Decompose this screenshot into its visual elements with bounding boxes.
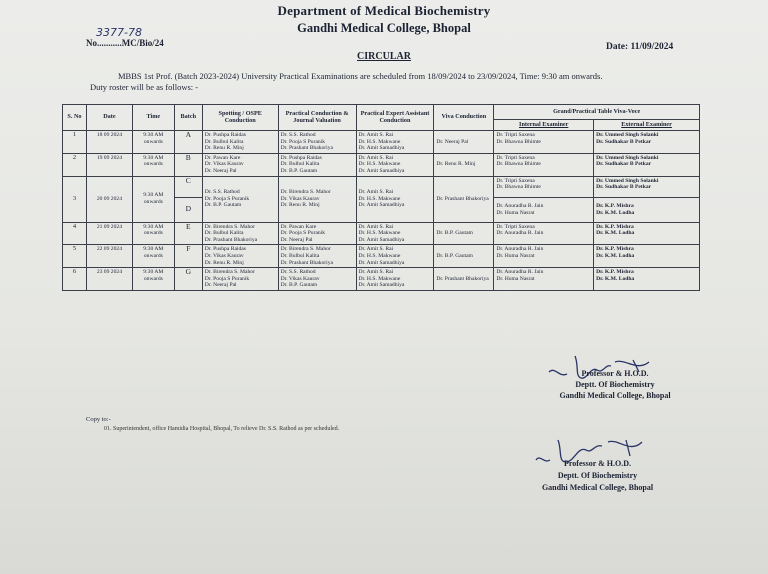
- cell-internal: [494, 131, 594, 154]
- cell-time: 9:30 AM onwards: [132, 131, 174, 154]
- examiner-name: Dr. Tripti Saxena: [496, 154, 535, 161]
- examiner-name: Dr. Vikas Kaurav: [280, 195, 320, 202]
- examiner-name: Dr. Renu R. Minj: [204, 259, 244, 266]
- cell-spotting: [202, 153, 278, 176]
- signature2-title: Professor & H.O.D.: [563, 459, 632, 468]
- cell-external: [594, 176, 700, 197]
- examiner-name: Dr. Pushpa Raidas: [204, 246, 246, 253]
- copy-to-item-1: 01. Superintendent, office Hamidia Hospital, Bhopal, To relieve Dr. S.S. Rathod as per scheduled.: [104, 426, 340, 432]
- examiner-name: Dr. Birendra S. Mahor: [280, 246, 331, 253]
- signature-block-2: [520, 458, 675, 494]
- examiner-name: Dr. Renu R. Minj: [204, 145, 244, 152]
- cell-batch: E: [174, 222, 202, 245]
- header-batch: Batch: [174, 105, 202, 131]
- cell-time: 9:30 AM onwards: [132, 153, 174, 176]
- cell-internal: [494, 176, 594, 197]
- examiner-name: Dr. Huma Nasrat: [496, 252, 535, 259]
- examiner-name: Dr. Neeraj Pal: [204, 282, 237, 289]
- table-row: [63, 131, 700, 154]
- examiner-name: Dr. Pushpa Raidas: [280, 154, 322, 161]
- examiner-name: Dr. Vikas Kaurav: [204, 252, 244, 259]
- cell-time: 9:30 AM onwards: [132, 222, 174, 245]
- examiner-name: Dr. Sudhakar B Petkar: [596, 138, 652, 145]
- examiner-name: Dr. K.P. Mishra: [596, 223, 634, 230]
- cell-internal: [494, 268, 594, 291]
- cell-viva: Dr. Renu R. Minj: [434, 153, 494, 176]
- cell-date: 21 09 2024: [86, 222, 132, 245]
- cell-viva: Dr. Neeraj Pal: [434, 131, 494, 154]
- table-row: [63, 268, 700, 291]
- examiner-name: Dr. Amit Samadhiya: [358, 145, 405, 152]
- examiner-name: Dr. Bhawna Bhimte: [496, 161, 541, 168]
- examiner-name: Dr. Bhawna Bhimte: [496, 184, 541, 191]
- examiner-name: Dr. Amit S. Rai: [358, 223, 394, 230]
- cell-external: [594, 197, 700, 222]
- cell-internal: [494, 197, 594, 222]
- examiner-name: Dr. Amit S. Rai: [358, 269, 394, 276]
- examiner-name: Dr. S.S. Rathod: [280, 132, 316, 138]
- examiner-name: Dr. Sudhakar B Petkar: [596, 161, 652, 168]
- table-row: [63, 153, 700, 176]
- examiner-name: Dr. Pooja S Puranik: [204, 275, 250, 282]
- cell-batch: F: [174, 245, 202, 268]
- examiner-name: Dr. Bulbul Kalita: [280, 161, 320, 168]
- cell-viva: Dr. Prashant Bhakoriya: [434, 176, 494, 222]
- examiner-name: Dr. Pushpa Raidas: [204, 132, 246, 138]
- cell-viva: Dr. Prashant Bhakoriya: [434, 268, 494, 291]
- table-row: [63, 176, 700, 197]
- cell-viva: Dr. B.P. Gautam: [434, 222, 494, 245]
- examiner-name: Dr. Pawan Kare: [204, 154, 241, 161]
- cell-internal: [494, 245, 594, 268]
- examiner-name: Dr. Neeraj Pal: [280, 236, 313, 243]
- examiner-name: Dr. K.P. Mishra: [596, 202, 634, 209]
- examiner-name: Dr. S.S. Rathod: [204, 189, 240, 196]
- examiner-name: Dr. Tripti Saxena: [496, 223, 535, 230]
- examiner-name: Dr. Prashant Bhakoriya: [280, 259, 333, 266]
- intro-text-line2: Duty roster will be as follows: -: [90, 82, 199, 92]
- cell-spotting: [202, 176, 278, 222]
- examiner-name: Dr. Bhawna Bhimte: [496, 138, 541, 145]
- examiner-name: Dr. Amit S. Rai: [358, 189, 394, 196]
- signature-block-1: [540, 368, 690, 401]
- examiner-name: Dr. B.P. Gautam: [280, 167, 318, 174]
- examiner-name: Dr. Ummed Singh Solanki: [596, 132, 659, 138]
- cell-date: 19 09 2024: [86, 153, 132, 176]
- examiner-name: Dr. Amit S. Rai: [358, 154, 394, 161]
- examiner-name: Dr. K.M. Lodha: [596, 252, 635, 259]
- signature1-dept: Deptt. Of Biochemistry: [575, 380, 655, 389]
- cell-external: [594, 131, 700, 154]
- cell-practical: [278, 153, 356, 176]
- department-heading: Department of Medical Biochemistry: [277, 3, 491, 18]
- examiner-name: Dr. B.P. Gautam: [280, 282, 318, 289]
- examiner-name: Dr. Bulbul Kalita: [204, 230, 244, 237]
- examiner-name: Dr. Prashant Bhakoriya: [280, 145, 333, 152]
- cell-expert: [356, 176, 434, 222]
- examiner-name: Dr. K.M. Lodha: [596, 230, 635, 237]
- examiner-name: Dr. Amit Samadhiya: [358, 167, 405, 174]
- examiner-name: Dr. Birendra S. Mahor: [204, 269, 255, 276]
- examiner-name: Dr. Pooja S Puranik: [204, 195, 250, 202]
- cell-spotting: [202, 131, 278, 154]
- header-grand-viva: Grand/Practical Table Viva-Voce: [494, 105, 700, 120]
- examiner-name: Dr. Huma Nasrat: [496, 209, 535, 216]
- cell-sno: 2: [63, 153, 87, 176]
- examiner-name: Dr. Anuradha R. Jain: [496, 202, 544, 209]
- cell-expert: [356, 131, 434, 154]
- cell-external: [594, 245, 700, 268]
- signature2-dept: Deptt. Of Biochemistry: [557, 471, 638, 480]
- cell-expert: [356, 222, 434, 245]
- header-time: Time: [132, 105, 174, 131]
- examiner-name: Dr. Birendra S. Mahor: [204, 223, 255, 230]
- examiner-name: Dr. Neeraj Pal: [204, 167, 237, 174]
- header-sno: S. No: [63, 105, 87, 131]
- examiner-name: Dr. Amit Samadhiya: [358, 236, 405, 243]
- cell-practical: [278, 268, 356, 291]
- cell-date: 18 09 2024: [86, 131, 132, 154]
- cell-external: [594, 153, 700, 176]
- table-row: [63, 245, 700, 268]
- reference-number: No...........MC/Bio/24: [86, 38, 164, 48]
- header-internal-examiner: Internal Examiner: [494, 120, 594, 131]
- cell-time: 9:30 AM onwards: [132, 268, 174, 291]
- cell-practical: [278, 176, 356, 222]
- signature1-title: Professor & H.O.D.: [581, 369, 649, 378]
- examiner-name: Dr. Anuradha R. Jain: [496, 269, 544, 276]
- examiner-name: Dr. Amit S. Rai: [358, 132, 394, 138]
- intro-text: MBBS 1st Prof. (Batch 2023-2024) University Practical Examinations are scheduled from 18/09/2024 to 23/09/2024, Time: 9:30 am onwards.: [118, 71, 603, 81]
- examiner-name: Dr. Tripti Saxena: [496, 177, 535, 184]
- cell-practical: [278, 245, 356, 268]
- signature2-college: Gandhi Medical College, Bhopal: [541, 483, 654, 492]
- examiner-name: Dr. B.P. Gautam: [204, 202, 242, 209]
- examiner-name: Dr. K.P. Mishra: [596, 269, 634, 276]
- handwritten-reference-number: 3377-78: [96, 26, 142, 39]
- examiner-name: Dr. H.S. Makwane: [358, 230, 401, 237]
- cell-batch: C: [174, 176, 202, 197]
- cell-date: 20 09 2024: [86, 176, 132, 222]
- examiner-name: Dr. H.S. Makwane: [358, 195, 401, 202]
- cell-sno: 3: [63, 176, 87, 222]
- cell-date: 22 09 2024: [86, 245, 132, 268]
- cell-sno: 4: [63, 222, 87, 245]
- examiner-name: Dr. Vikas Kaurav: [204, 161, 244, 168]
- cell-time: 9:30 AM onwards: [132, 176, 174, 222]
- cell-sno: 6: [63, 268, 87, 291]
- circular-title: CIRCULAR: [357, 51, 411, 62]
- examiner-name: Dr. Ummed Singh Solanki: [596, 154, 659, 161]
- copy-to-label: Copy to:-: [86, 416, 111, 423]
- examiner-name: Dr. Renu R. Minj: [280, 202, 320, 209]
- examiner-name: Dr. Anuradha R. Jain: [496, 246, 544, 253]
- header-date: Date: [86, 105, 132, 131]
- examiner-name: Dr. Prashant Bhakoriya: [204, 236, 258, 243]
- examiner-name: Dr. Amit Samadhiya: [358, 202, 405, 209]
- examiner-name: Dr. Huma Nasrat: [496, 275, 535, 282]
- examiner-name: Dr. K.M. Lodha: [596, 275, 635, 282]
- examiner-name: Dr. Bulbul Kalita: [280, 252, 320, 259]
- header-practical: Practical Conduction & Journal Valuation: [278, 105, 356, 131]
- examiner-name: Dr. Amit Samadhiya: [358, 259, 405, 266]
- cell-external: [594, 268, 700, 291]
- cell-internal: [494, 153, 594, 176]
- cell-batch: G: [174, 268, 202, 291]
- cell-spotting: [202, 245, 278, 268]
- duty-roster-table: [62, 104, 700, 291]
- cell-external: [594, 222, 700, 245]
- signature1-college: Gandhi Medical College, Bhopal: [559, 391, 671, 400]
- cell-batch: A: [174, 131, 202, 154]
- examiner-name: Dr. H.S. Makwane: [358, 252, 401, 259]
- examiner-name: Dr. K.M. Lodha: [596, 209, 635, 216]
- header-expert: Practical Expert Assistant Conduction: [356, 105, 434, 131]
- cell-date: 23 09 2024: [86, 268, 132, 291]
- cell-time: 9:30 AM onwards: [132, 245, 174, 268]
- header-spotting: Spotting / OSPE Conduction: [202, 105, 278, 131]
- table-header-row: [63, 105, 700, 120]
- examiner-name: Dr. Bulbul Kalita: [204, 138, 244, 145]
- cell-expert: [356, 153, 434, 176]
- cell-sno: 1: [63, 131, 87, 154]
- cell-expert: [356, 245, 434, 268]
- cell-batch: B: [174, 153, 202, 176]
- examiner-name: Dr. Amit Samadhiya: [358, 282, 405, 289]
- examiner-name: Dr. H.S. Makwane: [358, 275, 401, 282]
- examiner-name: Dr. K.P. Mishra: [596, 246, 634, 253]
- examiner-name: Dr. S.S. Rathod: [280, 269, 316, 276]
- cell-expert: [356, 268, 434, 291]
- cell-batch: D: [174, 197, 202, 222]
- cell-spotting: [202, 268, 278, 291]
- examiner-name: Dr. Pawan Kare: [280, 223, 317, 230]
- examiner-name: Dr. Pooja S Puranik: [280, 138, 326, 145]
- examiner-name: Dr. Pooja S Puranik: [280, 230, 326, 237]
- examiner-name: Dr. Birendra S. Mahor: [280, 189, 331, 196]
- cell-internal: [494, 222, 594, 245]
- cell-practical: [278, 131, 356, 154]
- examiner-name: Dr. Amit S. Rai: [358, 246, 394, 253]
- cell-spotting: [202, 222, 278, 245]
- examiner-name: Dr. Ummed Singh Solanki: [596, 177, 659, 184]
- examiner-name: Dr. Sudhakar B Petkar: [596, 184, 652, 191]
- college-heading: Gandhi Medical College, Bhopal: [297, 21, 471, 35]
- examiner-name: Dr. Anuradha R. Jain: [496, 230, 544, 237]
- examiner-name: Dr. Vikas Kaurav: [280, 275, 320, 282]
- circular-date: Date: 11/09/2024: [606, 42, 674, 52]
- cell-viva: Dr. B.P. Gautam: [434, 245, 494, 268]
- cell-sno: 5: [63, 245, 87, 268]
- cell-practical: [278, 222, 356, 245]
- header-viva: Viva Conduction: [434, 105, 494, 131]
- table-row: [63, 222, 700, 245]
- examiner-name: Dr. H.S. Makwane: [358, 138, 401, 145]
- header-external-examiner: External Examiner: [594, 120, 700, 131]
- examiner-name: Dr. H.S. Makwane: [358, 161, 401, 168]
- examiner-name: Dr. Tripti Saxena: [496, 132, 535, 138]
